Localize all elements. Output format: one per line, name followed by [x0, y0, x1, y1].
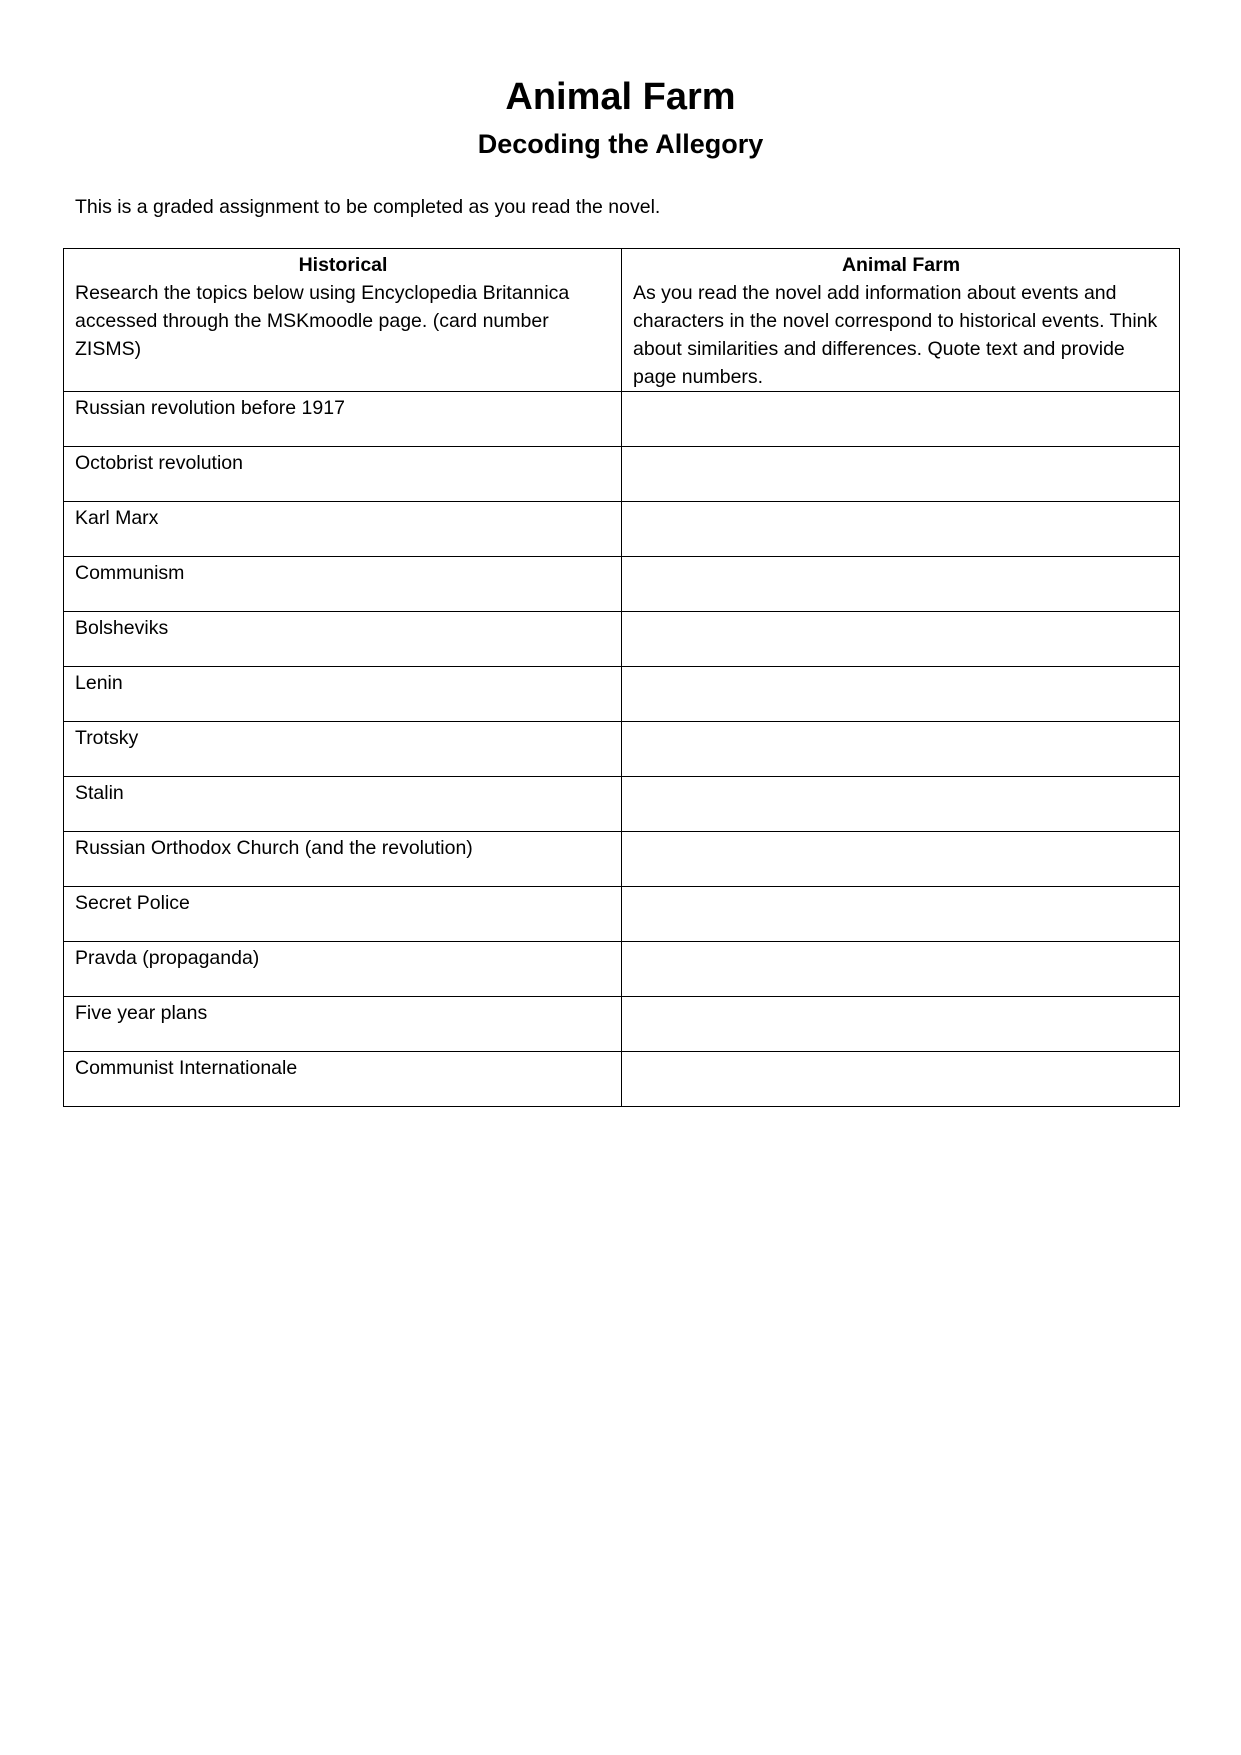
table-row	[64, 392, 1180, 447]
answer-cell[interactable]	[622, 612, 1180, 667]
answer-cell[interactable]	[622, 667, 1180, 722]
answer-cell[interactable]	[622, 887, 1180, 942]
table-row	[64, 722, 1180, 777]
topic-cell: Five year plans	[64, 997, 622, 1052]
answer-cell[interactable]	[622, 557, 1180, 612]
animal-farm-header-label: Animal Farm	[841, 254, 961, 276]
table-row	[64, 832, 1180, 887]
animal-farm-header-cell	[622, 249, 1180, 392]
intro-text: This is a graded assignment to be completed as you read the novel.	[75, 196, 661, 218]
topic-cell: Pravda (propaganda)	[64, 942, 622, 997]
table-row	[64, 612, 1180, 667]
topic-cell: Secret Police	[64, 887, 622, 942]
topic-cell: Trotsky	[64, 722, 622, 777]
table-row	[64, 777, 1180, 832]
answer-cell[interactable]	[622, 997, 1180, 1052]
table-row	[64, 997, 1180, 1052]
animal-farm-header-description: As you read the novel add information about events and characters in the novel correspond to historical events. Think about similarities and differences. Quote text and provide page numbers.	[633, 282, 1158, 388]
document-subtitle: Decoding the Allegory	[477, 129, 764, 159]
topic-cell: Bolsheviks	[64, 612, 622, 667]
answer-cell[interactable]	[622, 942, 1180, 997]
topic-cell: Communist Internationale	[64, 1052, 622, 1107]
table-row	[64, 557, 1180, 612]
topic-cell: Lenin	[64, 667, 622, 722]
topic-cell: Communism	[64, 557, 622, 612]
table-row	[64, 1052, 1180, 1107]
document-title: Animal Farm	[505, 76, 736, 118]
answer-cell[interactable]	[622, 502, 1180, 557]
table-row	[64, 942, 1180, 997]
answer-cell[interactable]	[622, 832, 1180, 887]
historical-header-cell	[64, 249, 622, 392]
historical-header-label: Historical	[298, 254, 388, 276]
topic-cell: Octobrist revolution	[64, 447, 622, 502]
topic-cell: Russian revolution before 1917	[64, 392, 622, 447]
answer-cell[interactable]	[622, 1052, 1180, 1107]
answer-cell[interactable]	[622, 777, 1180, 832]
table-row	[64, 667, 1180, 722]
answer-cell[interactable]	[622, 447, 1180, 502]
answer-cell[interactable]	[622, 392, 1180, 447]
table-header-row	[64, 249, 1180, 392]
topic-cell: Stalin	[64, 777, 622, 832]
topic-cell: Karl Marx	[64, 502, 622, 557]
answer-cell[interactable]	[622, 722, 1180, 777]
table-row	[64, 887, 1180, 942]
table-row	[64, 502, 1180, 557]
table-row	[64, 447, 1180, 502]
topic-cell: Russian Orthodox Church (and the revolution)	[64, 832, 622, 887]
allegory-table	[63, 248, 1180, 1107]
historical-header-description: Research the topics below using Encyclopedia Britannica accessed through the MSKmoodle page. (card number ZISMS)	[75, 282, 570, 360]
